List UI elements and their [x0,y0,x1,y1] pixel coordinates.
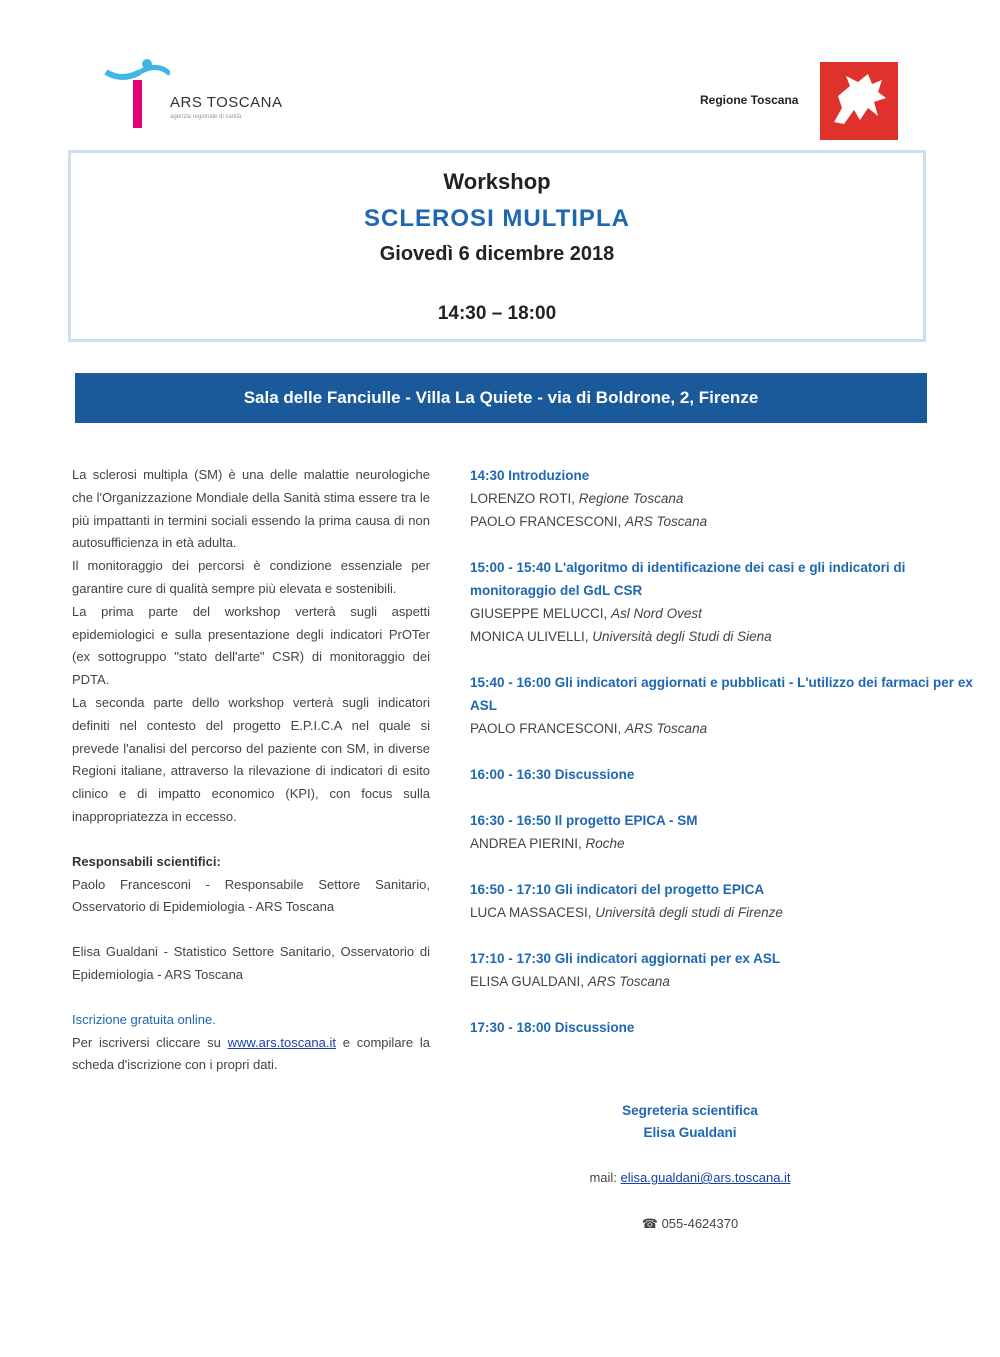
event-time: 14:30 – 18:00 [437,303,557,324]
responsabile-entry: Elisa Gualdani - Statistico Settore Sanitario, Osservatorio di Epidemiologia - ARS Toscana [72,944,430,982]
ars-figure-icon [100,58,170,138]
speaker-organization: Università degli Studi di Siena [592,629,772,644]
speaker-organization: Università degli studi di Firenze [595,905,783,920]
speaker-name: LUCA MASSACESI, [470,905,596,920]
speaker-organization: Roche [585,836,625,851]
responsabili-heading: Responsabili scientifici: [72,853,221,869]
responsabile-entry: Paolo Francesconi - Responsabile Settore Sanitario, Osservatorio di Epidemiologia - ARS Toscana [72,876,430,915]
ars-website-link[interactable]: www.ars.toscana.it [227,1034,336,1050]
title-box [68,150,926,342]
pegasus-icon [820,62,898,140]
program-item [470,671,980,740]
event-title: SCLEROSI MULTIPLA [364,205,630,232]
intro-paragraph: La prima parte del workshop verterà sugli aspetti epidemiologici e sulla presentazione degli indicatori PrOTer (ex sottogruppo "stato dell'arte" CSR) di monitoraggio dei PDTA. [72,603,430,688]
phone-number: 055-4624370 [661,1216,739,1231]
mail-line [500,1170,880,1185]
program-item-title: 16:30 - 16:50 Il progetto EPICA - SM [470,813,698,828]
intro-paragraph: La sclerosi multipla (SM) è una delle malattie neurologiche che l'Organizzazione Mondiale della Sanità stima essere tra le più impattanti in termini sociali essendo la prima causa di non autosufficienza in età adulta. [72,467,431,551]
program-speaker [470,487,980,510]
event-date: Giovedì 6 dicembre 2018 [379,243,615,265]
secretariat-name: Elisa Gualdani [643,1125,737,1140]
program-item [470,1016,980,1039]
program-item-title: 17:10 - 17:30 Gli indicatori aggiornati per ex ASL [470,951,781,966]
regione-toscana-flag [820,62,898,140]
program-item [470,947,980,993]
program-item-title: 16:00 - 16:30 Discussione [470,767,635,782]
ars-toscana-logo [100,58,300,138]
program-speaker [470,901,980,924]
intro-paragraph: Il monitoraggio dei percorsi è condizione essenziale per garantire cure di qualità sempre più elevata e sostenibili. [72,558,430,596]
program-item-title: 17:30 - 18:00 Discussione [470,1020,635,1035]
program-list [470,464,980,1039]
iscrizione-heading: Iscrizione gratuita online. [72,1011,216,1027]
program-speaker [470,832,980,855]
speaker-organization: Asl Nord Ovest [611,606,702,621]
program-item [470,878,980,924]
secretariat-heading: Segreteria scientifica [622,1103,758,1118]
speaker-organization: ARS Toscana [625,721,708,736]
ars-tagline: agenzia regionale di sanità [170,114,242,120]
program-item-title: 16:50 - 17:10 Gli indicatori del progetto EPICA [470,882,765,897]
ars-brand-text: ARS TOSCANA [170,94,283,111]
iscrizione-text: Per iscriversi cliccare su www.ars.toscana.it e compilare la scheda d'iscrizione con i propri dati. [72,1034,430,1073]
program-speaker [470,717,980,740]
speaker-name: ELISA GUALDANI, [470,974,588,989]
intro-column [72,464,430,1077]
speaker-name: ANDREA PIERINI, [470,836,586,851]
mail-label: mail: [589,1170,621,1185]
secretariat-block [540,1100,840,1144]
program-speaker [470,602,980,625]
speaker-name: PAOLO FRANCESCONI, [470,721,626,736]
speaker-organization: ARS Toscana [587,974,670,989]
speaker-name: LORENZO ROTI, [470,491,579,506]
workshop-label: Workshop [443,169,551,194]
program-speaker [470,625,980,648]
speaker-name: MONICA ULIVELLI, [470,629,593,644]
speaker-organization: Regione Toscana [578,491,684,506]
speaker-name: GIUSEPPE MELUCCI, [470,606,612,621]
venue-banner: Sala delle Fanciulle - Villa La Quiete - via di Boldrone, 2, Firenze [75,373,927,423]
speaker-organization: ARS Toscana [625,514,708,529]
program-speaker [470,970,980,993]
email-link[interactable]: elisa.gualdani@ars.toscana.it [620,1170,791,1185]
regione-toscana-label: Regione Toscana [700,93,799,107]
program-item [470,763,980,786]
phone-icon: ☎ [641,1216,662,1231]
program-item [470,556,980,648]
speaker-name: PAOLO FRANCESCONI, [470,514,626,529]
program-item-title: 15:40 - 16:00 Gli indicatori aggiornati e pubblicati - L'utilizzo dei farmaci per ex ASL [470,675,973,713]
program-item-title: 15:00 - 15:40 L'algoritmo di identificazione dei casi e gli indicatori di monitoraggio del GdL CSR [470,560,906,598]
program-speaker [470,510,980,533]
program-item [470,809,980,855]
program-item-title: 14:30 Introduzione [470,468,590,483]
phone-line [560,1216,820,1232]
intro-paragraph: La seconda parte dello workshop verterà sugli indicatori definiti nel contesto del progetto E.P.I.C.A nel quale si prevede l'analisi del percorso del paziente con SM, in diverse Regioni italiane, attraverso la rilevazione di indicatori di esito clinico e di impatto economico (KPI), con focus sulla inappropriatezza in eccesso. [72,694,430,824]
program-item [470,464,980,533]
